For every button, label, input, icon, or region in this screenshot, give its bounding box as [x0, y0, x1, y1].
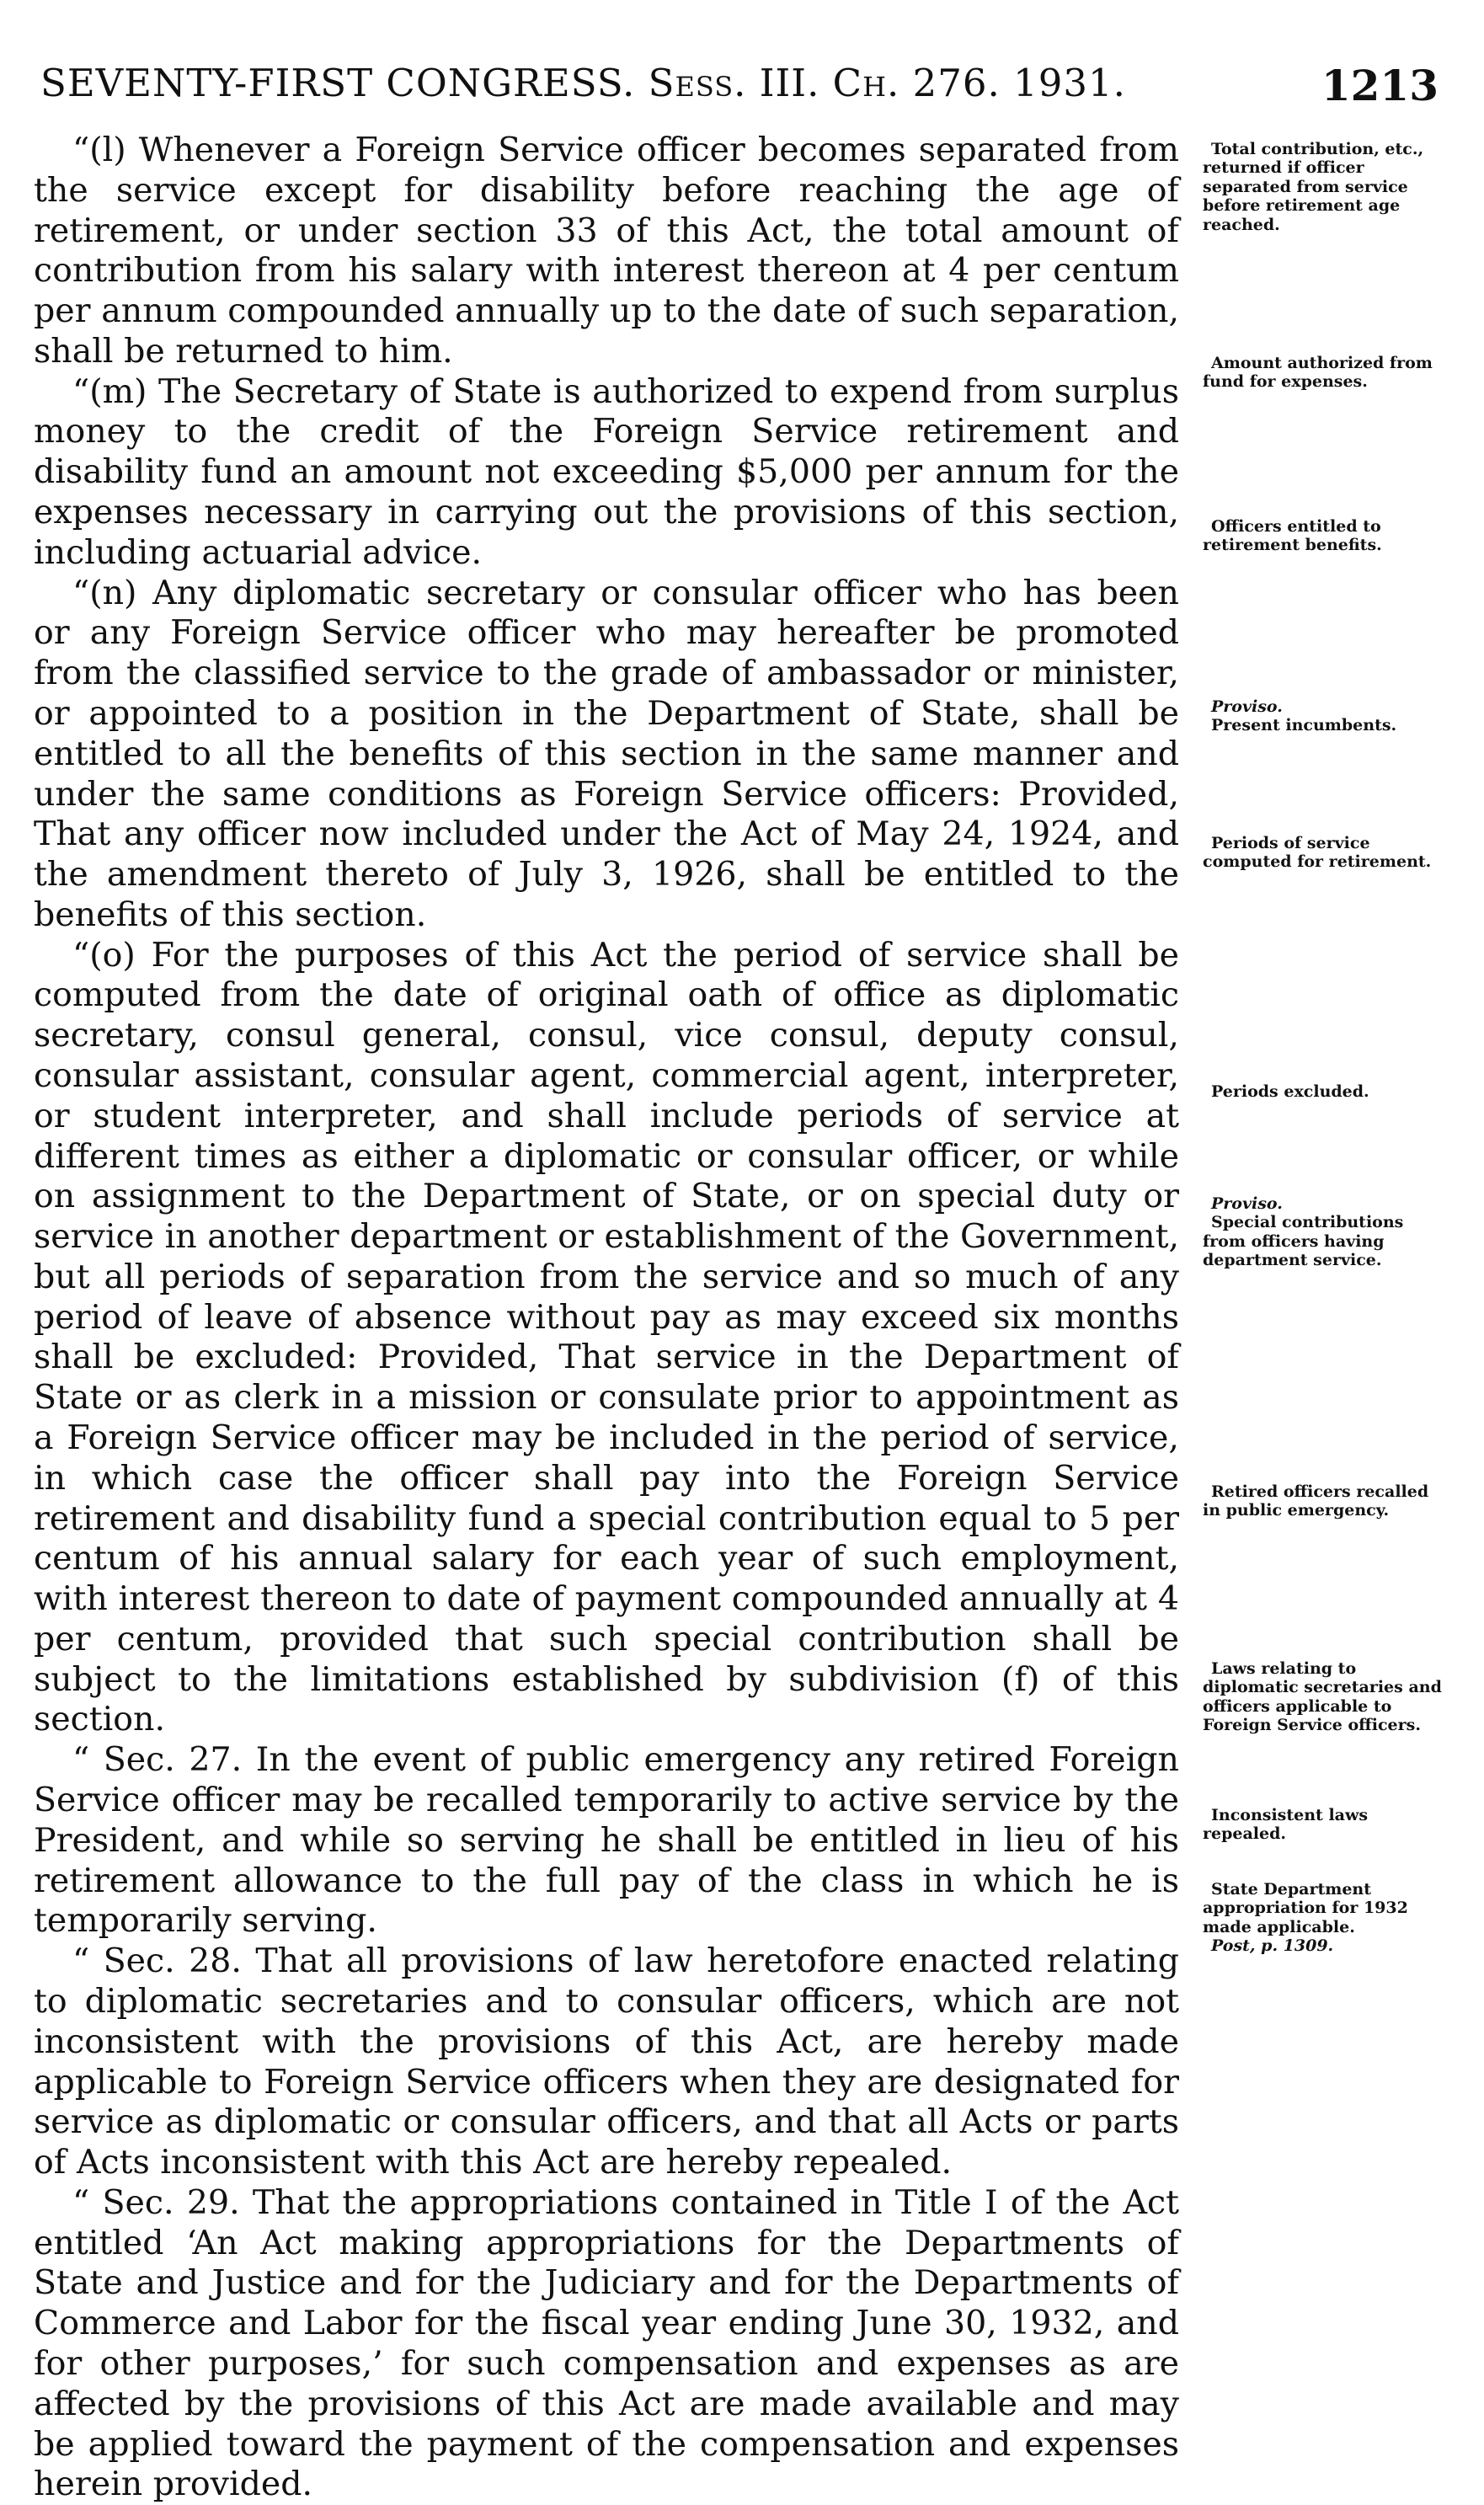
margin-note-special-contributions: Proviso. Special contributions from officers having department service. [1203, 1194, 1404, 1270]
section-29: “ Sec. 29. That the appropriations contained in Title I of the Act entitled ‘An Act making appropriations for the Departments of State and Justice and for the Judiciary and for the Departments of Commerce and Labor for the fiscal year ending June 30, 1932, and for other purposes,’ for such compensation and expenses as are affected by the provisions of this Act are made available and may be applied toward the payment of the compensation and expenses herein provided. [34, 2182, 1179, 2504]
running-head [40, 61, 1126, 105]
section-27: “ Sec. 27. In the event of public emergency any retired Foreign Service officer may be recalled temporarily to active service by the President, and while so serving he shall be entitled in lieu of his retirement allowance to the full pay of the class in which he is temporarily serving. [34, 1740, 1179, 1941]
margin-note-laws-applicable: Laws relating to diplomatic secretaries and officers applicable to Foreign Service officers. [1203, 1659, 1442, 1735]
congress-title: SEVENTY-FIRST CONGRESS. [40, 61, 636, 105]
margin-note-periods-excluded: Periods excluded. [1211, 1082, 1369, 1101]
session-chapter-year: Sess. III. Ch. 276. 1931. [648, 61, 1126, 105]
section-28: “ Sec. 28. That all provisions of law heretofore enacted relating to diplomatic secretaries and to consular officers, which are not inconsistent with the provisions of this Act, are hereby made applicable to Foreign Service officers when they are designated for service as diplomatic or consular officers, and that all Acts or parts of Acts inconsistent with this Act are hereby repealed. [34, 1942, 1179, 2182]
margin-note-amount-authorized: Amount authorized from fund for expenses. [1203, 354, 1433, 392]
margin-note-officers-entitled: Officers entitled to retirement benefits. [1203, 517, 1382, 555]
margin-note-periods-computed: Periods of service computed for retirement. [1203, 834, 1432, 872]
page-header [40, 61, 1439, 120]
paragraph-n: “(n) Any diplomatic secretary or consular officer who has been or any Foreign Service officer who may hereafter be promoted from the classified service to the grade of ambassador or minister, or appointed to a position in the Department of State, shall be entitled to all the benefits of this section in the same manner and under the same conditions as Foreign Service officers: Provided, That any officer now included under the Act of May 24, 1924, and the amendment thereto of July 3, 1926, shall be entitled to the benefits of this section. [34, 573, 1179, 934]
margin-note-state-appropriation: State Department appropriation for 1932 made applicable. Post, p. 1309. [1203, 1880, 1408, 1956]
paragraph-l: “(l) Whenever a Foreign Service officer becomes separated from the service except for disability before reaching the age of retirement, or under section 33 of this Act, the total amount of contribution from his salary with interest thereon at 4 per centum per annum compounded annually up to the date of such separation, shall be returned to him. [34, 131, 1179, 371]
margin-note-retired-recalled: Retired officers recalled in public emergency. [1203, 1482, 1429, 1520]
paragraph-o: “(o) For the purposes of this Act the period of service shall be computed from the date of original oath of office as diplomatic secretary, consul general, consul, vice consul, deputy consul, consular assistant, consular agent, commercial agent, interpreter, or student interpreter, and shall include periods of service at different times as either a diplomatic or consular officer, or while on assignment to the Department of State, or on special duty or service in another department or establishment of the Government, but all periods of separation from the service and so much of any period of leave of absence without pay as may exceed six months shall be excluded: Provided, That service in the Department of State or as clerk in a mission or consulate prior to appointment as a Foreign Service officer may be included in the period of service, in which case the officer shall pay into the Foreign Service retirement and disability fund a special contribution equal to 5 per centum of his annual salary for each year of such employment, with interest thereon to date of payment compounded annually at 4 per centum, provided that such special contribution shall be subject to the limitations established by subdivision (f) of this section. [34, 935, 1179, 1739]
paragraph-m: “(m) The Secretary of State is authorized to expend from surplus money to the credit of the Foreign Service retirement and disability fund an amount not exceeding $5,000 per annum for the expenses necessary in carrying out the provisions of this section, including actuarial advice. [34, 371, 1179, 572]
page-number: 1213 [1321, 61, 1439, 110]
margin-note-present-incumbents: Proviso. Present incumbents. [1211, 697, 1397, 735]
margin-note-contribution-returned: Total contribution, etc., returned if officer separated from service before retirement age reached. [1203, 140, 1424, 234]
margin-note-laws-repealed: Inconsistent laws repealed. [1203, 1806, 1369, 1844]
body-text [34, 131, 1179, 2505]
